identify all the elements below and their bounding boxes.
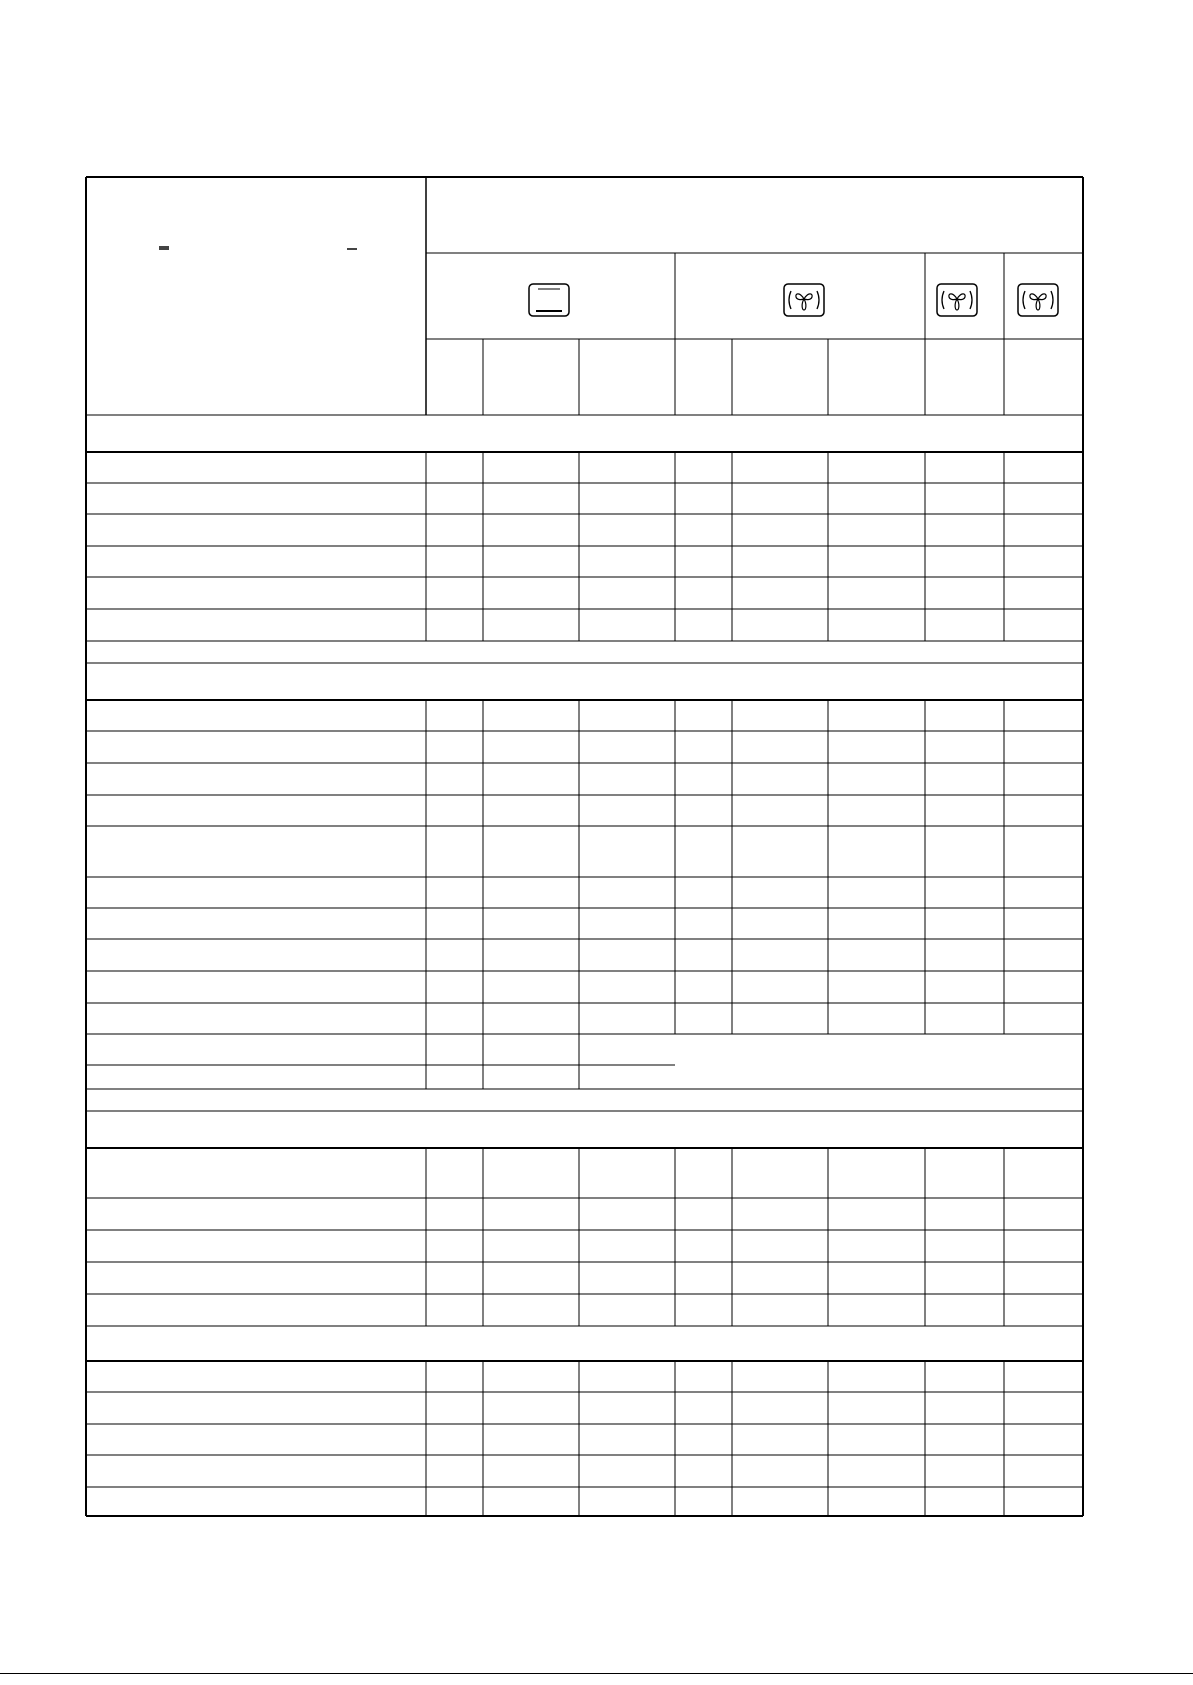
footer-rule xyxy=(0,1673,1193,1674)
fan-heater-icon-b xyxy=(936,283,978,322)
header-dash-right xyxy=(347,248,357,250)
fan-heater-icon-c xyxy=(1017,283,1059,322)
header-dash-left xyxy=(159,246,169,250)
grill-pan-icon xyxy=(528,283,570,322)
fan-heater-icon-a xyxy=(783,283,825,322)
